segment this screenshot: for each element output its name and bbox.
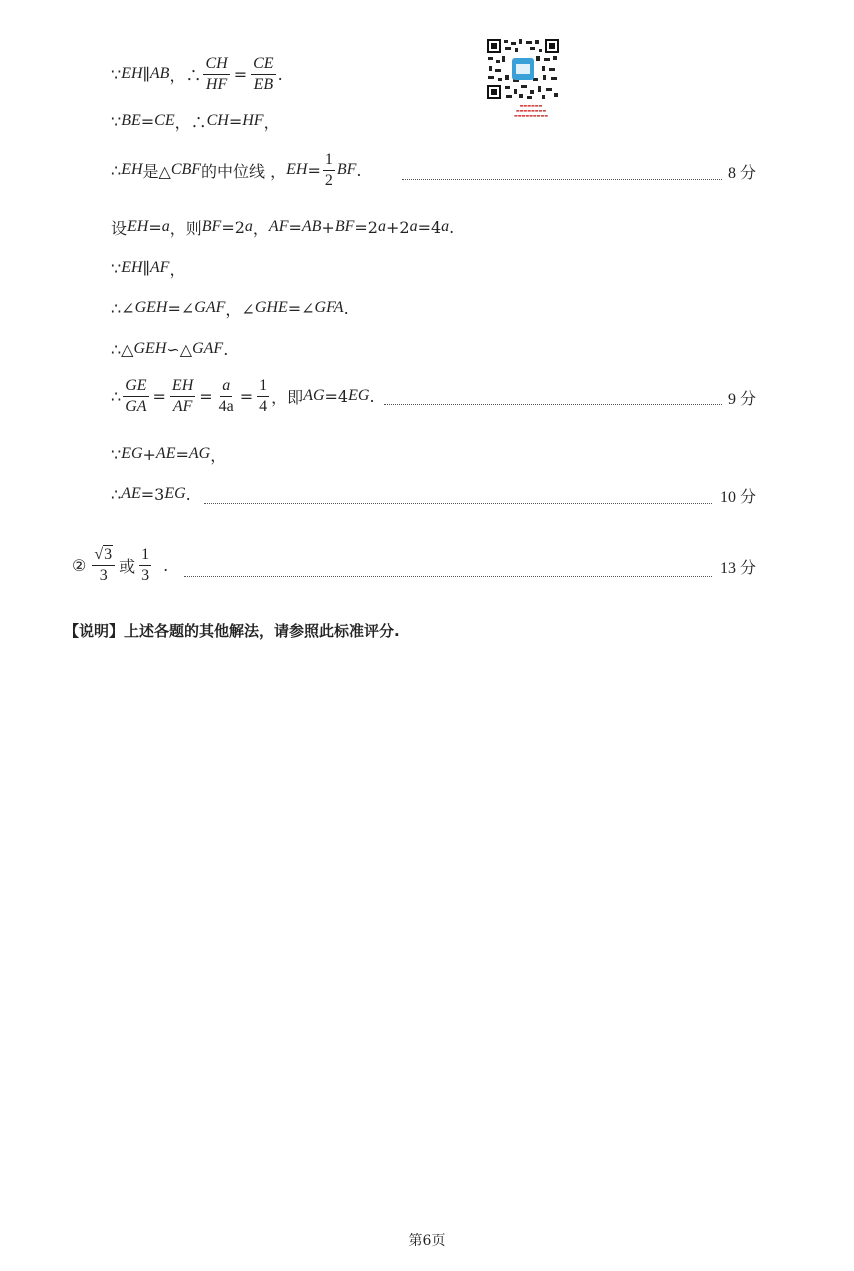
- text: ，即: [271, 387, 304, 407]
- line-5: [111, 253, 185, 283]
- segment-be: BE: [121, 112, 141, 129]
- similar-symbol: ∽△: [166, 339, 193, 359]
- equals-sign: =: [228, 111, 243, 131]
- segment-ab: AB: [301, 218, 322, 235]
- line-11: [72, 540, 168, 590]
- period: .: [277, 64, 283, 84]
- score-8: 8 分: [727, 165, 756, 182]
- text: +: [321, 217, 335, 237]
- text: =4: [417, 217, 442, 237]
- segment-eh: EH: [286, 161, 308, 178]
- fraction-denominator: 3: [99, 567, 108, 584]
- text: =: [175, 444, 189, 464]
- text: =∠: [287, 298, 315, 318]
- qr-caption: ▬▬▬▬▬▬ ▬▬▬▬▬▬▬▬ ▬▬▬▬▬▬▬▬▬: [513, 103, 548, 118]
- fraction-denominator: 2: [324, 171, 333, 189]
- fraction-denominator: AF: [172, 397, 193, 415]
- fraction-denominator: 3: [141, 566, 150, 584]
- segment-ch: CH: [206, 112, 229, 129]
- dotted-leader: [402, 179, 722, 180]
- fraction-numerator: 1: [257, 377, 269, 397]
- period: .: [163, 555, 169, 575]
- segment-eh: EH: [121, 65, 143, 82]
- text: =4: [324, 386, 349, 406]
- therefore-symbol: ，∴: [169, 65, 202, 85]
- angle-gfa: GFA: [314, 299, 344, 316]
- line-9: [111, 439, 226, 469]
- variable-a: a: [244, 218, 253, 235]
- line-3: [111, 148, 362, 192]
- triangle-geh: GEH: [133, 340, 167, 357]
- dotted-leader: [184, 576, 712, 577]
- because-symbol: ∵: [111, 111, 122, 131]
- comma: ，: [263, 112, 280, 132]
- score-13: 13 分: [719, 560, 756, 577]
- variable-a: a: [441, 218, 450, 235]
- qr-code: [486, 38, 560, 100]
- fraction-numerator: [92, 545, 115, 566]
- score-10: 10 分: [719, 489, 756, 506]
- segment-ae: AE: [121, 485, 141, 502]
- fraction-denominator: EB: [253, 75, 274, 93]
- angle-geh: GEH: [134, 299, 168, 316]
- segment-ag: AG: [188, 445, 211, 462]
- line-7: [111, 334, 228, 364]
- segment-ab: AB: [149, 65, 170, 82]
- segment-ae: AE: [155, 445, 176, 462]
- period: .: [185, 484, 191, 504]
- parallel-symbol: ∥: [142, 258, 150, 278]
- fraction-ge-ga: [123, 377, 148, 416]
- line-6: [111, 293, 349, 323]
- segment-eg: EG: [121, 445, 143, 462]
- text-or: 或: [119, 556, 136, 576]
- fraction-a-4a: [217, 377, 236, 416]
- text: =3: [140, 484, 165, 504]
- circled-number-2: ②: [72, 555, 87, 575]
- fraction-denominator: 4a: [218, 397, 234, 415]
- parallel-symbol: ∥: [142, 64, 150, 84]
- segment-af: AF: [268, 218, 289, 235]
- period: .: [449, 217, 455, 237]
- therefore-symbol: ，∴: [174, 112, 207, 132]
- because-symbol: ∵: [111, 444, 122, 464]
- therefore-symbol: ∴△: [111, 339, 134, 359]
- text: +: [142, 444, 156, 464]
- triangle-gaf: GAF: [192, 340, 224, 357]
- period: .: [343, 298, 349, 318]
- fraction-numerator: a: [220, 377, 232, 397]
- triangle-cbf: CBF: [170, 161, 202, 178]
- fraction-numerator: 1: [139, 546, 151, 566]
- text: =2: [354, 217, 378, 237]
- fraction-ch-hf: [203, 55, 229, 94]
- segment-ce: CE: [154, 112, 175, 129]
- comma: ，: [210, 445, 227, 465]
- dotted-leader: [204, 503, 712, 504]
- fraction-one-half: [323, 151, 335, 190]
- fraction-ce-eb: [251, 55, 275, 94]
- therefore-symbol: ∴: [111, 484, 122, 504]
- segment-bf: BF: [334, 218, 355, 235]
- line-10: [111, 479, 191, 509]
- line-8: [111, 374, 375, 418]
- therefore-symbol: ∴: [111, 160, 122, 180]
- segment-eh: EH: [121, 161, 143, 178]
- segment-hf: HF: [242, 112, 264, 129]
- period: .: [369, 386, 375, 406]
- equals-sign: =: [239, 386, 254, 406]
- fraction-denominator: HF: [205, 75, 228, 93]
- angle-ghe: GHE: [254, 299, 288, 316]
- segment-ag: AG: [303, 387, 325, 404]
- text: =: [288, 217, 302, 237]
- period: .: [223, 339, 229, 359]
- segment-eg: EG: [348, 387, 370, 404]
- fraction-one-third: [139, 546, 151, 585]
- angle-gaf: GAF: [194, 299, 226, 316]
- sqrt-symbol: √: [94, 546, 104, 563]
- text: ，则: [169, 218, 202, 238]
- dotted-leader: [384, 404, 722, 405]
- text: 是△: [142, 161, 171, 181]
- fraction-numerator: CE: [251, 55, 275, 75]
- because-symbol: ∵: [111, 64, 122, 84]
- period: .: [356, 160, 362, 180]
- fraction-numerator: EH: [170, 377, 195, 397]
- fraction-numerator: GE: [123, 377, 148, 397]
- therefore-symbol: ∴: [111, 386, 122, 406]
- equals-sign: =: [152, 386, 166, 406]
- text: ，∠: [225, 299, 255, 319]
- fraction-eh-af: [170, 377, 195, 416]
- comma: ，: [169, 259, 186, 279]
- text: =2: [221, 217, 245, 237]
- fraction-one-quarter: [257, 377, 269, 416]
- line-4: [111, 212, 454, 242]
- fraction-denominator: 4: [259, 397, 268, 415]
- segment-bf: BF: [201, 218, 222, 235]
- text: 设: [111, 218, 128, 238]
- fraction-denominator: GA: [125, 397, 147, 415]
- segment-eg: EG: [164, 485, 186, 502]
- text: =∠: [167, 298, 195, 318]
- because-symbol: ∵: [111, 258, 122, 278]
- equals-sign: =: [140, 111, 155, 131]
- fraction-numerator: CH: [203, 55, 229, 75]
- variable-a: a: [377, 218, 386, 235]
- text: ，: [252, 218, 269, 238]
- equals-sign: =: [199, 386, 213, 406]
- equals-sign: =: [307, 160, 321, 180]
- grading-note: 【说明】上述各题的其他解法，请参照此标准评分.: [64, 622, 400, 640]
- equals-sign: =: [233, 64, 248, 84]
- fraction-sqrt3-over-3: [92, 545, 115, 585]
- line-1: [111, 52, 283, 96]
- line-2: [111, 106, 280, 136]
- text: +2: [385, 217, 410, 237]
- page-number: 第6页: [408, 1233, 446, 1249]
- text: 的中位线 ，: [201, 161, 287, 181]
- segment-bf: BF: [336, 161, 357, 178]
- segment-eh: EH: [127, 218, 149, 235]
- score-9: 9 分: [727, 391, 756, 408]
- variable-a: a: [161, 218, 170, 235]
- therefore-symbol: ∴∠: [111, 298, 135, 318]
- text: =: [148, 217, 162, 237]
- radicand: 3: [104, 546, 113, 563]
- variable-a: a: [409, 218, 418, 235]
- segment-af: AF: [149, 259, 170, 276]
- segment-eh: EH: [121, 259, 143, 276]
- fraction-numerator: 1: [323, 151, 335, 171]
